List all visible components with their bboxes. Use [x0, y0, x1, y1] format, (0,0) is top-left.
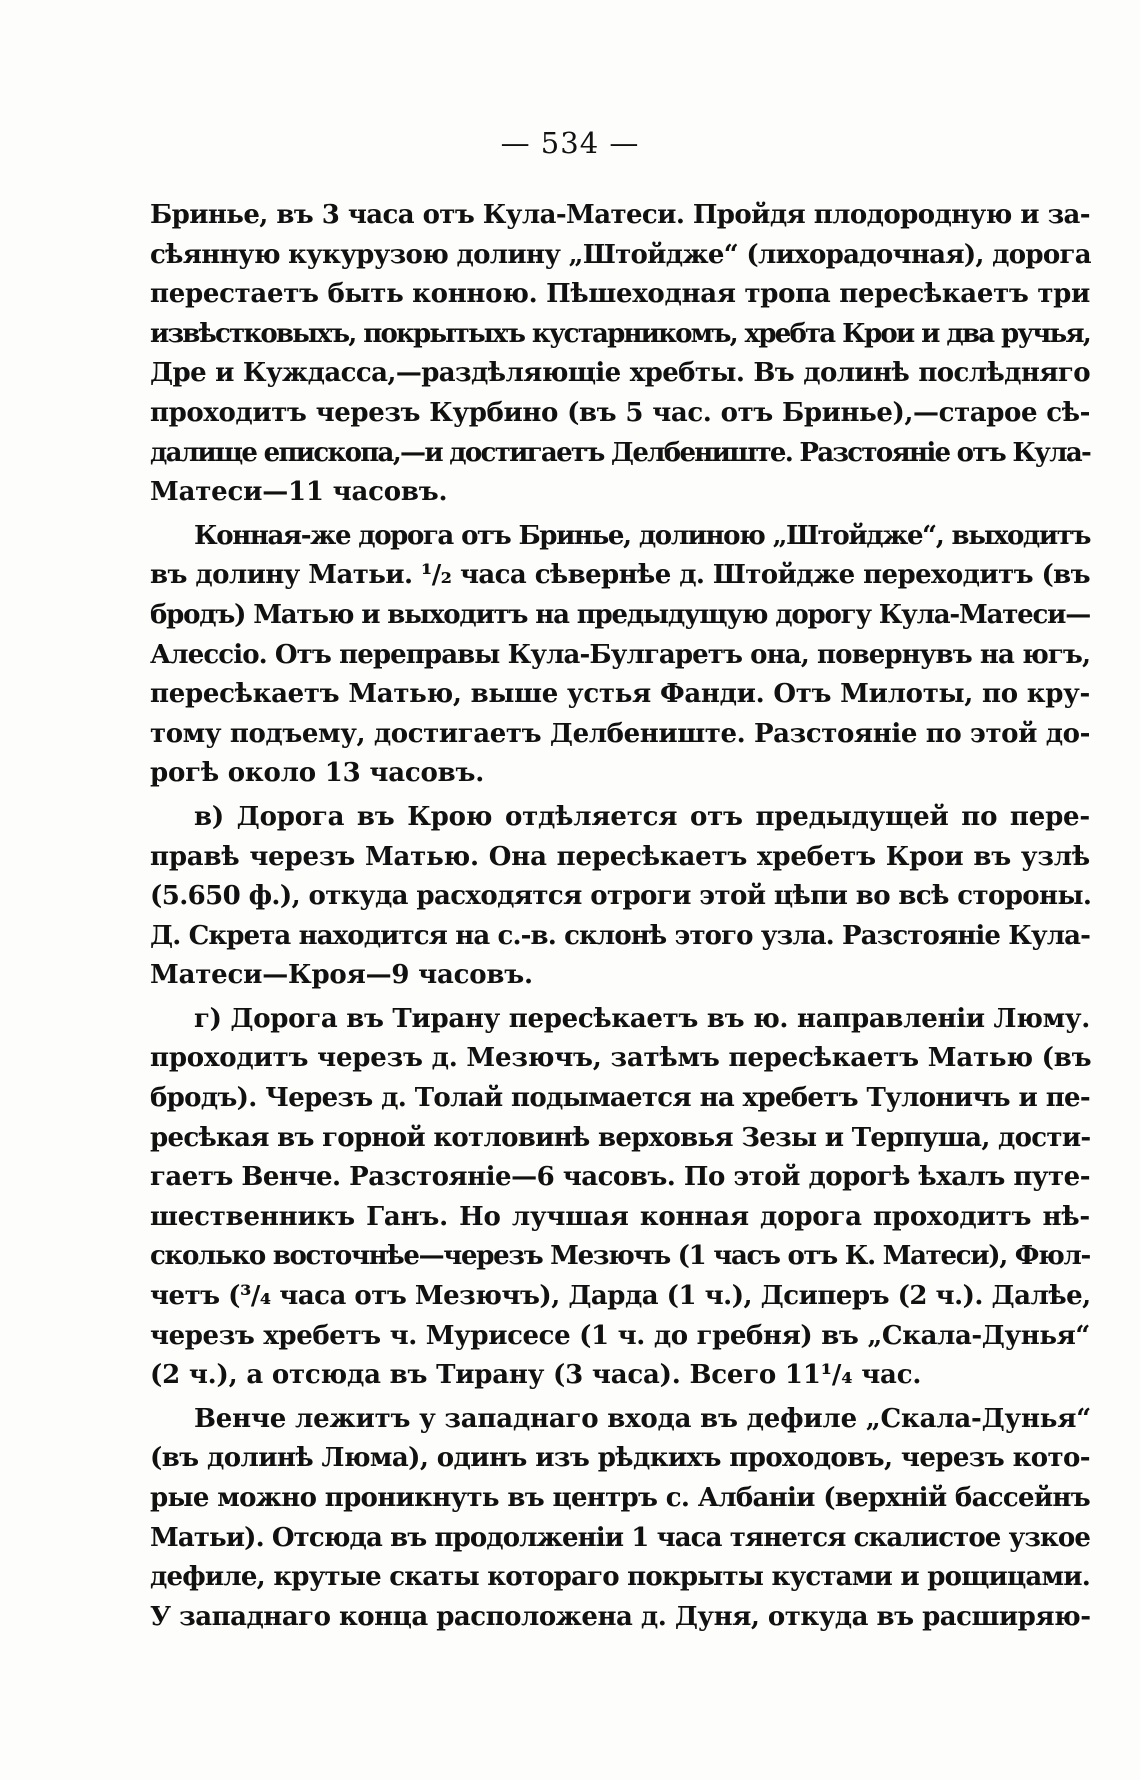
text-line: извѣстковыхъ, покрытыхъ кустарникомъ, хребта Крои и два ручья, [150, 318, 1090, 349]
text-line: (5.650 ф.), откуда расходятся отроги этой цѣпи во всѣ стороны. [150, 881, 1092, 912]
text-line: Дре и Куждасса,—раздѣляющіе хребты. Въ долинѣ послѣдняго [150, 358, 1090, 389]
page-number: — 534 — [500, 126, 640, 160]
text-line: въ долину Матьи. ¹/₂ часа сѣвернѣе д. Штойдже переходитъ (въ [150, 560, 1090, 591]
text-line: пересѣкаетъ Матью, выше устья Фанди. Отъ Милоты, по кру- [150, 679, 1090, 710]
text-line: Матьи). Отсюда въ продолженіи 1 часа тянется скалистое узкое [150, 1522, 1090, 1553]
text-line: Конная-же дорога отъ Бринье, долиною „Штойдже“, выходитъ [194, 520, 1090, 551]
text-line: перестаетъ быть конною. Пѣшеходная тропа пересѣкаетъ три [150, 279, 1090, 310]
text-line: дефиле, крутые скаты котораго покрыты кустами и рощицами. [150, 1562, 1090, 1593]
text-line: проходитъ черезъ д. Мезючъ, затѣмъ пересѣкаетъ Матью (въ [150, 1043, 1092, 1074]
text-line: Матеси—Кроя—9 часовъ. [150, 960, 533, 991]
text-line: правѣ черезъ Матью. Она пересѣкаетъ хребетъ Крои въ узлѣ [150, 841, 1090, 872]
text-line: рые можно проникнуть въ центръ с. Албаніи (верхній бассейнъ [150, 1483, 1090, 1513]
paragraph-2 [150, 517, 1090, 794]
text-line: рогѣ около 13 часовъ. [150, 758, 485, 789]
text-line: сколько восточнѣе—черезъ Мезючъ (1 часъ отъ К. Матеси), Фюл- [150, 1241, 1090, 1272]
text-line: У западнаго конца расположена д. Дуня, откуда въ расширяю- [150, 1601, 1091, 1632]
text-line: четъ (³/₄ часа отъ Мезючъ), Дарда (1 ч.), Дсиперъ (2 ч.). Далѣе, [150, 1281, 1091, 1312]
text-line: Бринье, въ 3 часа отъ Кула-Матеси. Пройдя плодородную и за- [150, 200, 1090, 230]
text-line: (2 ч.), а отсюда въ Тирану (3 часа). Всего 11¹/₄ час. [150, 1360, 922, 1391]
text-line: ресѣкая въ горной котловинѣ верховья Зезы и Терпуша, дости- [150, 1122, 1091, 1153]
text-line: бродъ). Черезъ д. Толай подымается на хребетъ Тулоничъ и пе- [150, 1083, 1090, 1114]
text-line: Д. Скрета находится на с.-в. склонѣ этого узла. Разстояніе Кула- [150, 920, 1090, 951]
text-line: шественникъ Ганъ. Но лучшая конная дорога проходитъ нѣ- [150, 1201, 1090, 1232]
text-line: в) Дорога въ Крою отдѣляется отъ предыдущей по пере- [194, 801, 1090, 832]
paragraph-4 [150, 1000, 1090, 1396]
text-line: Алессіо. Отъ переправы Кула-Булгаретъ она, повернувъ на югъ, [150, 639, 1091, 670]
paragraph-5 [150, 1400, 1090, 1638]
text-line: (въ долинѣ Люма), одинъ изъ рѣдкихъ проходовъ, черезъ кото- [150, 1443, 1090, 1474]
text-line: Венче лежитъ у западнаго входа въ дефиле „Скала-Дунья“ [194, 1403, 1092, 1434]
text-line: тому подъему, достигаетъ Делбениште. Разстояніе по этой до- [150, 718, 1090, 749]
text-line: далище епископа,—и достигаетъ Делбениште. Разстояніе отъ Кула- [150, 437, 1091, 468]
paragraph-3 [150, 798, 1090, 996]
paragraph-1 [150, 196, 1090, 513]
text-line: сѣянную кукурузою долину „Штойдже“ (лихорадочная), дорога [150, 239, 1091, 270]
text-line: проходитъ черезъ Курбино (въ 5 час. отъ Бринье),—старое сѣ- [150, 397, 1090, 428]
text-line: г) Дорога въ Тирану пересѣкаетъ въ ю. направленіи Люму. [194, 1003, 1090, 1034]
text-line: гаетъ Венче. Разстояніе—6 часовъ. По этой дорогѣ ѣхалъ путе- [150, 1162, 1090, 1193]
text-line: черезъ хребетъ ч. Мурисесе (1 ч. до гребня) въ „Скала-Дунья“ [150, 1320, 1090, 1351]
text-line: Матеси—11 часовъ. [150, 477, 448, 508]
body-text [150, 196, 1090, 1637]
text-line: бродъ) Матью и выходитъ на предыдущую дорогу Кула-Матеси— [150, 599, 1090, 630]
